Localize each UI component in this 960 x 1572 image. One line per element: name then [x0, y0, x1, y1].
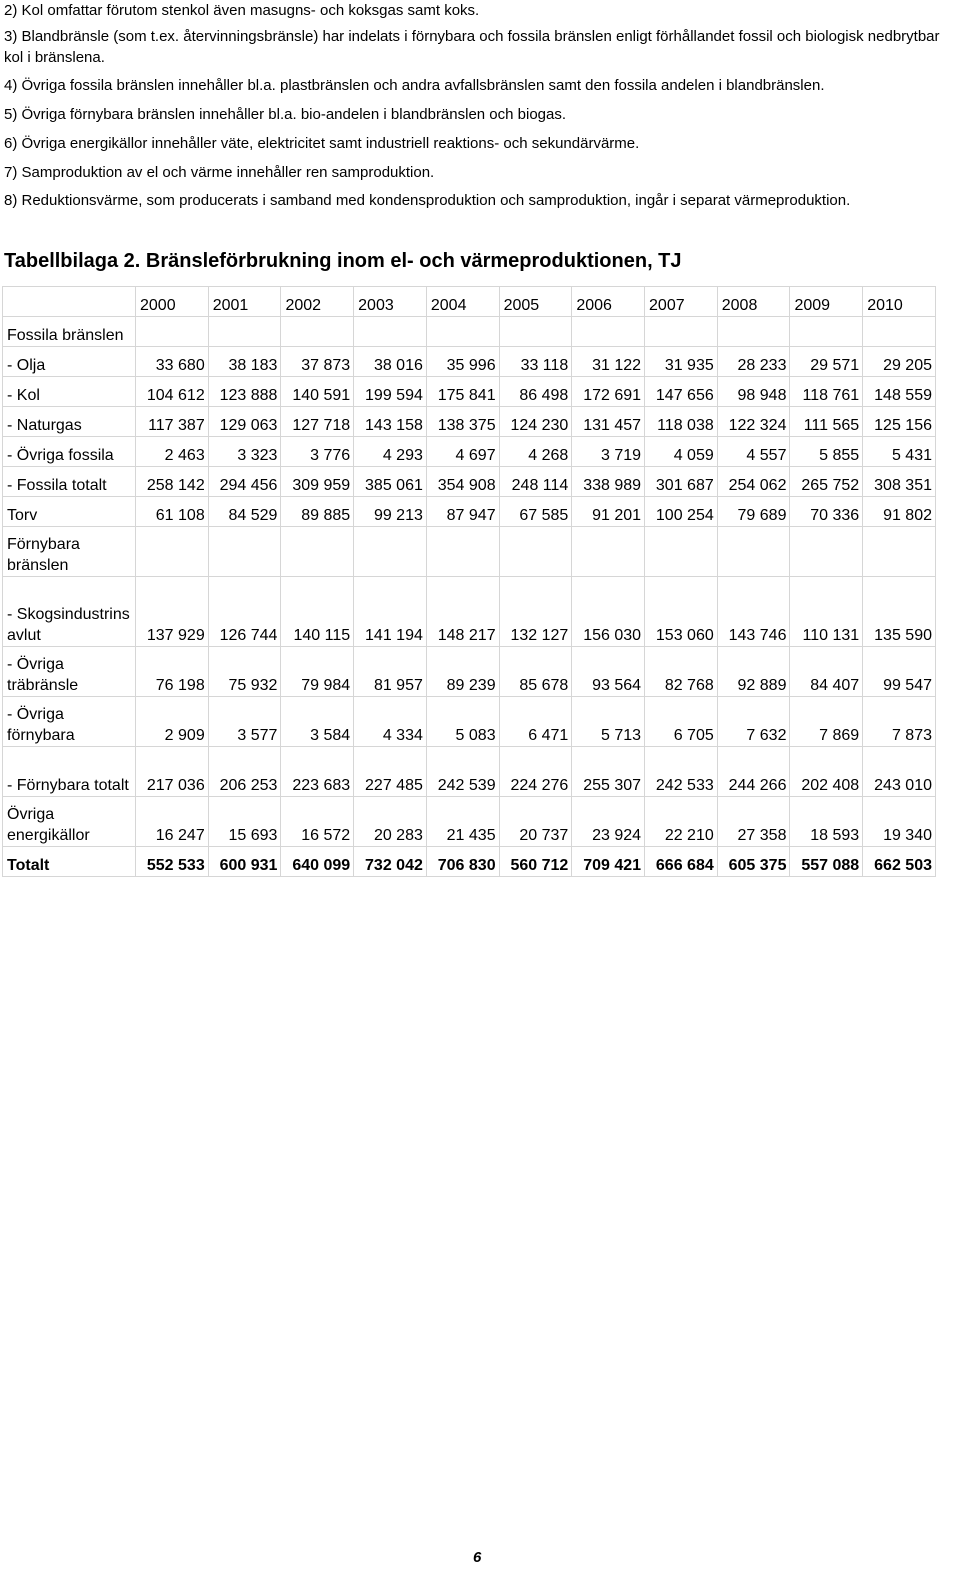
- value-cell: [572, 527, 645, 577]
- value-cell: 89 239: [426, 647, 499, 697]
- value-cell: [645, 527, 718, 577]
- value-cell: 258 142: [136, 467, 209, 497]
- value-cell: 86 498: [499, 377, 572, 407]
- value-cell: 227 485: [354, 747, 427, 797]
- value-cell: 99 213: [354, 497, 427, 527]
- value-cell: [208, 317, 281, 347]
- value-cell: 87 947: [426, 497, 499, 527]
- value-cell: 140 591: [281, 377, 354, 407]
- value-cell: 223 683: [281, 747, 354, 797]
- value-cell: 61 108: [136, 497, 209, 527]
- value-cell: [717, 527, 790, 577]
- row-label-cell: Övriga energikällor: [3, 797, 136, 847]
- value-cell: 6 705: [645, 697, 718, 747]
- value-cell: 3 584: [281, 697, 354, 747]
- footnote-3: 3) Blandbränsle (som t.ex. återvinningsbränsle) har indelats i förnybara och fossila bränslen enligt förhållandet fossil och biologisk nedbrytbar kol i bränslena.: [4, 28, 940, 66]
- value-cell: 29 205: [863, 347, 936, 377]
- value-cell: 31 122: [572, 347, 645, 377]
- value-cell: 732 042: [354, 847, 427, 877]
- row-label-cell: - Kol: [3, 377, 136, 407]
- value-cell: 143 746: [717, 577, 790, 647]
- value-cell: 38 183: [208, 347, 281, 377]
- value-cell: 18 593: [790, 797, 863, 847]
- footnote-8: 8) Reduktionsvärme, som producerats i samband med kondensproduktion och samproduktion, ingår i separat värmeproduktion.: [4, 192, 851, 209]
- table-row: [3, 317, 936, 347]
- value-cell: 100 254: [645, 497, 718, 527]
- value-cell: 309 959: [281, 467, 354, 497]
- value-cell: 92 889: [717, 647, 790, 697]
- value-cell: [426, 317, 499, 347]
- value-cell: 224 276: [499, 747, 572, 797]
- value-cell: 28 233: [717, 347, 790, 377]
- value-cell: 640 099: [281, 847, 354, 877]
- value-cell: 117 387: [136, 407, 209, 437]
- value-cell: 137 929: [136, 577, 209, 647]
- row-label-cell: Förnybara bränslen: [3, 527, 136, 577]
- value-cell: 122 324: [717, 407, 790, 437]
- table-row: [3, 847, 936, 877]
- value-cell: 29 571: [790, 347, 863, 377]
- value-cell: 16 247: [136, 797, 209, 847]
- value-cell: 110 131: [790, 577, 863, 647]
- value-cell: [499, 317, 572, 347]
- value-cell: 255 307: [572, 747, 645, 797]
- value-cell: [499, 527, 572, 577]
- value-cell: [426, 527, 499, 577]
- value-cell: 5 083: [426, 697, 499, 747]
- value-cell: 16 572: [281, 797, 354, 847]
- footnote-2: 2) Kol omfattar förutom stenkol även masugns- och koksgas samt koks.: [4, 2, 480, 19]
- value-cell: 140 115: [281, 577, 354, 647]
- value-cell: 20 283: [354, 797, 427, 847]
- value-cell: [281, 527, 354, 577]
- value-cell: 70 336: [790, 497, 863, 527]
- value-cell: 4 697: [426, 437, 499, 467]
- value-cell: 175 841: [426, 377, 499, 407]
- value-cell: 338 989: [572, 467, 645, 497]
- page-number: 6: [473, 1549, 482, 1566]
- value-cell: [281, 317, 354, 347]
- value-cell: 126 744: [208, 577, 281, 647]
- value-cell: 27 358: [717, 797, 790, 847]
- value-cell: 605 375: [717, 847, 790, 877]
- value-cell: [136, 317, 209, 347]
- value-cell: [136, 527, 209, 577]
- value-cell: 125 156: [863, 407, 936, 437]
- year-header-cell: 2001: [208, 287, 281, 317]
- header-corner-cell: [3, 287, 136, 317]
- value-cell: 3 719: [572, 437, 645, 467]
- value-cell: 552 533: [136, 847, 209, 877]
- table-row: [3, 527, 936, 577]
- value-cell: 131 457: [572, 407, 645, 437]
- value-cell: 7 869: [790, 697, 863, 747]
- row-label-cell: - Förnybara totalt: [3, 747, 136, 797]
- value-cell: 557 088: [790, 847, 863, 877]
- fuel-consumption-table: [2, 286, 936, 877]
- value-cell: [790, 317, 863, 347]
- value-cell: 254 062: [717, 467, 790, 497]
- value-cell: 79 984: [281, 647, 354, 697]
- value-cell: 706 830: [426, 847, 499, 877]
- value-cell: [645, 317, 718, 347]
- value-cell: 242 539: [426, 747, 499, 797]
- row-label-cell: - Skogsindustrins avlut: [3, 577, 136, 647]
- value-cell: 4 268: [499, 437, 572, 467]
- value-cell: 301 687: [645, 467, 718, 497]
- value-cell: 91 201: [572, 497, 645, 527]
- value-cell: 23 924: [572, 797, 645, 847]
- value-cell: 99 547: [863, 647, 936, 697]
- value-cell: 21 435: [426, 797, 499, 847]
- value-cell: 242 533: [645, 747, 718, 797]
- value-cell: [208, 527, 281, 577]
- row-label-cell: - Övriga fossila: [3, 437, 136, 467]
- value-cell: 84 529: [208, 497, 281, 527]
- value-cell: 3 323: [208, 437, 281, 467]
- value-cell: 76 198: [136, 647, 209, 697]
- footnote-4: 4) Övriga fossila bränslen innehåller bl.a. plastbränslen och andra avfallsbränslen samt den fossila andelen i blandbränslen.: [4, 77, 825, 94]
- table-row: [3, 407, 936, 437]
- value-cell: 19 340: [863, 797, 936, 847]
- value-cell: 206 253: [208, 747, 281, 797]
- value-cell: 3 776: [281, 437, 354, 467]
- year-header-cell: 2010: [863, 287, 936, 317]
- value-cell: 202 408: [790, 747, 863, 797]
- value-cell: 15 693: [208, 797, 281, 847]
- footnote-6: 6) Övriga energikällor innehåller väte, elektricitet samt industriell reaktions- och sekundärvärme.: [4, 135, 640, 152]
- value-cell: 217 036: [136, 747, 209, 797]
- row-label-cell: Torv: [3, 497, 136, 527]
- value-cell: 148 217: [426, 577, 499, 647]
- value-cell: 5 855: [790, 437, 863, 467]
- value-cell: 81 957: [354, 647, 427, 697]
- value-cell: 4 293: [354, 437, 427, 467]
- table-row: [3, 437, 936, 467]
- value-cell: 4 334: [354, 697, 427, 747]
- value-cell: 132 127: [499, 577, 572, 647]
- value-cell: 560 712: [499, 847, 572, 877]
- row-label-cell: Fossila bränslen: [3, 317, 136, 347]
- value-cell: [717, 317, 790, 347]
- row-label-cell: - Övriga förnybara: [3, 697, 136, 747]
- table-row: [3, 467, 936, 497]
- value-cell: 666 684: [645, 847, 718, 877]
- value-cell: 5 431: [863, 437, 936, 467]
- value-cell: 124 230: [499, 407, 572, 437]
- footnote-7: 7) Samproduktion av el och värme innehåller ren samproduktion.: [4, 164, 435, 181]
- value-cell: 127 718: [281, 407, 354, 437]
- value-cell: 33 118: [499, 347, 572, 377]
- value-cell: 147 656: [645, 377, 718, 407]
- value-cell: 354 908: [426, 467, 499, 497]
- value-cell: 600 931: [208, 847, 281, 877]
- value-cell: 4 557: [717, 437, 790, 467]
- value-cell: 5 713: [572, 697, 645, 747]
- value-cell: 91 802: [863, 497, 936, 527]
- value-cell: 135 590: [863, 577, 936, 647]
- value-cell: 31 935: [645, 347, 718, 377]
- year-header-cell: 2007: [645, 287, 718, 317]
- table-title: Tabellbilaga 2. Bränsleförbrukning inom el- och värmeproduktionen, TJ: [4, 250, 682, 272]
- value-cell: 199 594: [354, 377, 427, 407]
- value-cell: 33 680: [136, 347, 209, 377]
- value-cell: 156 030: [572, 577, 645, 647]
- footnote-5: 5) Övriga förnybara bränslen innehåller bl.a. bio-andelen i blandbränslen och biogas.: [4, 106, 567, 123]
- value-cell: 79 689: [717, 497, 790, 527]
- year-header-cell: 2002: [281, 287, 354, 317]
- row-label-cell: Totalt: [3, 847, 136, 877]
- table-row: [3, 347, 936, 377]
- value-cell: 123 888: [208, 377, 281, 407]
- value-cell: [790, 527, 863, 577]
- value-cell: 7 873: [863, 697, 936, 747]
- value-cell: [863, 317, 936, 347]
- value-cell: 248 114: [499, 467, 572, 497]
- value-cell: 709 421: [572, 847, 645, 877]
- value-cell: 93 564: [572, 647, 645, 697]
- value-cell: 118 761: [790, 377, 863, 407]
- table-row: [3, 797, 936, 847]
- value-cell: 4 059: [645, 437, 718, 467]
- value-cell: 37 873: [281, 347, 354, 377]
- value-cell: [863, 527, 936, 577]
- table-row: [3, 577, 936, 647]
- value-cell: 22 210: [645, 797, 718, 847]
- value-cell: 2 463: [136, 437, 209, 467]
- value-cell: 138 375: [426, 407, 499, 437]
- value-cell: 129 063: [208, 407, 281, 437]
- value-cell: [572, 317, 645, 347]
- value-cell: 243 010: [863, 747, 936, 797]
- year-header-cell: 2003: [354, 287, 427, 317]
- value-cell: 85 678: [499, 647, 572, 697]
- value-cell: 148 559: [863, 377, 936, 407]
- table-row: [3, 377, 936, 407]
- value-cell: 153 060: [645, 577, 718, 647]
- value-cell: 38 016: [354, 347, 427, 377]
- value-cell: 662 503: [863, 847, 936, 877]
- value-cell: 75 932: [208, 647, 281, 697]
- year-header-cell: 2009: [790, 287, 863, 317]
- value-cell: 20 737: [499, 797, 572, 847]
- table-row: [3, 647, 936, 697]
- value-cell: 172 691: [572, 377, 645, 407]
- value-cell: 244 266: [717, 747, 790, 797]
- value-cell: 143 158: [354, 407, 427, 437]
- year-header-cell: 2000: [136, 287, 209, 317]
- value-cell: 118 038: [645, 407, 718, 437]
- table-row: [3, 697, 936, 747]
- value-cell: 385 061: [354, 467, 427, 497]
- value-cell: 7 632: [717, 697, 790, 747]
- value-cell: 104 612: [136, 377, 209, 407]
- row-label-cell: - Olja: [3, 347, 136, 377]
- year-header-cell: 2004: [426, 287, 499, 317]
- value-cell: 89 885: [281, 497, 354, 527]
- value-cell: 6 471: [499, 697, 572, 747]
- table-row: [3, 747, 936, 797]
- value-cell: 111 565: [790, 407, 863, 437]
- value-cell: [354, 527, 427, 577]
- value-cell: 82 768: [645, 647, 718, 697]
- table-row: [3, 497, 936, 527]
- value-cell: 35 996: [426, 347, 499, 377]
- value-cell: 98 948: [717, 377, 790, 407]
- value-cell: 294 456: [208, 467, 281, 497]
- row-label-cell: - Fossila totalt: [3, 467, 136, 497]
- value-cell: 84 407: [790, 647, 863, 697]
- value-cell: 308 351: [863, 467, 936, 497]
- row-label-cell: - Naturgas: [3, 407, 136, 437]
- year-header-cell: 2006: [572, 287, 645, 317]
- value-cell: [354, 317, 427, 347]
- value-cell: 141 194: [354, 577, 427, 647]
- year-header-cell: 2008: [717, 287, 790, 317]
- row-label-cell: - Övriga träbränsle: [3, 647, 136, 697]
- header-row: [3, 287, 936, 317]
- value-cell: 265 752: [790, 467, 863, 497]
- year-header-cell: 2005: [499, 287, 572, 317]
- table-body: [3, 287, 936, 877]
- value-cell: 67 585: [499, 497, 572, 527]
- value-cell: 2 909: [136, 697, 209, 747]
- value-cell: 3 577: [208, 697, 281, 747]
